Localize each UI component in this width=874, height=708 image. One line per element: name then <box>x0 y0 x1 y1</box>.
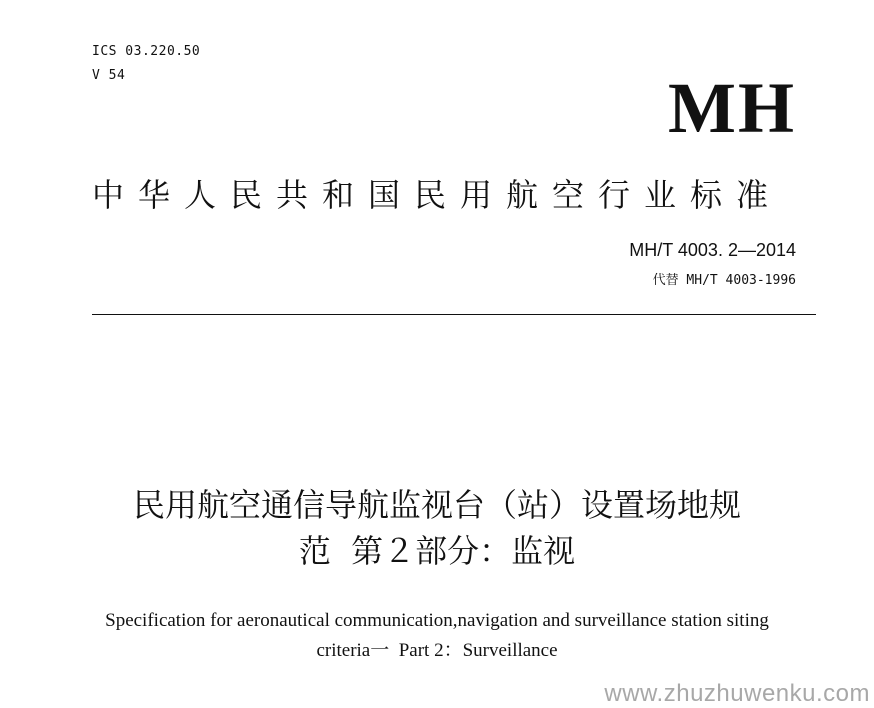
chinese-title <box>40 482 834 574</box>
chinese-title-line-2: 范 第２部分：监视 <box>298 532 576 570</box>
replaces-note: 代替 MH/T 4003-1996 <box>652 273 796 288</box>
english-title-line-1: Specification for aeronautical communication,navigation and surveillance station siting <box>105 610 769 631</box>
header-divider <box>92 314 816 315</box>
mh-logo: MH <box>668 68 796 148</box>
standard-number: MH/T 4003. 2—2014 <box>629 240 796 260</box>
chinese-title-line-1: 民用航空通信导航监视台（站）设置场地规 <box>132 486 741 524</box>
english-title-line-2: criteria一 Part 2：Surveillance <box>316 640 558 661</box>
watermark-url: www.zhuzhuwenku.com <box>604 680 870 707</box>
ccs-code: V 54 <box>92 68 126 83</box>
standard-category-title: 中华人民共和国民用航空行业标准 <box>92 176 783 214</box>
ics-code: ICS 03.220.50 <box>92 44 201 59</box>
english-title <box>40 606 834 666</box>
